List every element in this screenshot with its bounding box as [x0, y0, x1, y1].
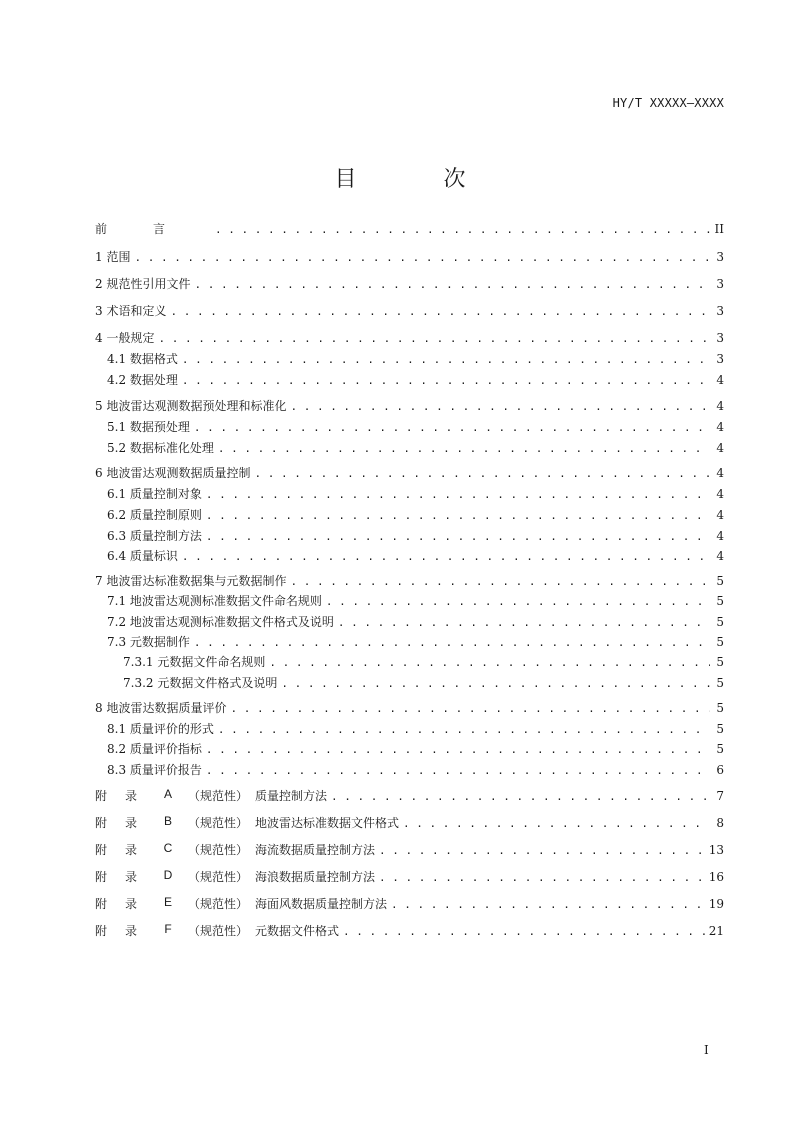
appendix-heading	[95, 841, 375, 858]
toc-page-number: 4	[716, 466, 724, 480]
toc-page-number: 5	[716, 742, 724, 756]
toc-entry-label: 6.4 质量标识	[107, 549, 178, 563]
toc-page-number: 5	[716, 574, 724, 588]
appendix-letter: C	[163, 841, 173, 855]
appendix-heading	[95, 895, 387, 912]
toc-entry[interactable]	[95, 699, 724, 719]
toc-entry-label: 6.3 质量控制方法	[107, 529, 202, 543]
toc-entry-label: 8.2 质量评价指标	[107, 742, 202, 756]
dot-leader	[206, 743, 710, 756]
appendix-name: 海流数据质量控制方法	[255, 843, 376, 857]
toc-entry-label: 6.2 质量控制原则	[107, 508, 202, 522]
appendix-prefix: 附	[95, 789, 108, 803]
dot-leader	[206, 764, 710, 777]
toc-entry[interactable]	[95, 464, 724, 484]
toc-page-number: 5	[716, 615, 724, 629]
toc-page-number: 3	[716, 250, 724, 264]
toc-entry[interactable]	[107, 592, 724, 612]
appendix-normative-note: （规范性）	[187, 924, 248, 938]
toc-page-number: 5	[716, 635, 724, 649]
toc-entry[interactable]	[95, 397, 724, 417]
toc-entry-label: 7.3 元数据制作	[107, 635, 190, 649]
toc-entry-label	[95, 868, 375, 885]
dot-leader	[134, 251, 710, 264]
appendix-name: 质量控制方法	[255, 789, 328, 803]
toc-entry-label	[95, 814, 399, 831]
dot-leader	[182, 374, 710, 387]
appendix-prefix-2: 录	[125, 843, 138, 857]
appendix-heading	[95, 787, 327, 804]
appendix-name: 地波雷达标准数据文件格式	[255, 816, 400, 830]
toc-page-number: 3	[716, 304, 724, 318]
toc-appendix-entry[interactable]	[95, 814, 724, 834]
dot-leader	[218, 723, 710, 736]
dot-leader	[254, 467, 710, 480]
appendix-heading	[95, 814, 399, 831]
dot-leader	[290, 575, 710, 588]
toc-entry-label: 6.1 质量控制对象	[107, 487, 202, 501]
appendix-prefix-2: 录	[125, 870, 138, 884]
dot-leader	[338, 616, 710, 629]
toc-entry-label: 8.1 质量评价的形式	[107, 722, 214, 736]
toc-entry-label: 8.3 质量评价报告	[107, 763, 202, 777]
appendix-normative-note: （规范性）	[187, 789, 248, 803]
dot-leader	[194, 421, 710, 434]
toc-entry[interactable]	[123, 674, 724, 694]
dot-leader	[230, 702, 710, 715]
toc-page-number: 4	[716, 441, 724, 455]
appendix-heading	[95, 868, 375, 885]
appendix-prefix: 附	[95, 924, 108, 938]
toc-entry-label: 6 地波雷达观测数据质量控制	[95, 466, 251, 480]
toc-entry-label: 前言	[95, 222, 212, 236]
toc-entry-label: 4 一般规定	[95, 331, 155, 345]
toc-entry-label: 7.3.1 元数据文件命名规则	[123, 655, 266, 669]
toc-entry[interactable]	[107, 761, 724, 781]
appendix-normative-note: （规范性）	[187, 870, 248, 884]
toc-entry[interactable]	[107, 439, 724, 459]
toc-entry[interactable]	[107, 547, 724, 567]
appendix-prefix: 附	[95, 816, 108, 830]
toc-entry[interactable]	[107, 506, 724, 526]
dot-leader	[326, 595, 710, 608]
dot-leader	[331, 790, 710, 803]
toc-page-number: 3	[716, 352, 724, 366]
dot-leader	[194, 278, 710, 291]
toc-page-number: 4	[716, 549, 724, 563]
toc-page-number: 5	[716, 701, 724, 715]
toc-entry[interactable]	[107, 527, 724, 547]
toc-page-number: 4	[716, 487, 724, 501]
toc-entry[interactable]	[107, 371, 724, 391]
toc-page-number: 3	[716, 277, 724, 291]
toc-appendix-entry[interactable]	[95, 922, 724, 942]
toc-entry-label: 8 地波雷达数据质量评价	[95, 701, 227, 715]
appendix-normative-note: （规范性）	[187, 897, 248, 911]
dot-leader	[215, 223, 710, 236]
appendix-prefix: 附	[95, 843, 108, 857]
appendix-prefix-2: 录	[125, 924, 138, 938]
appendix-name: 海面风数据质量控制方法	[255, 897, 388, 911]
dot-leader	[379, 871, 705, 884]
toc-page-number: 7	[716, 789, 724, 803]
dot-leader	[218, 442, 710, 455]
toc-appendix-entry[interactable]	[95, 868, 724, 888]
toc-appendix-entry[interactable]	[95, 787, 724, 807]
toc-entry[interactable]	[107, 350, 724, 370]
dot-leader	[343, 925, 705, 938]
appendix-normative-note: （规范性）	[187, 843, 248, 857]
toc-page-number: II	[714, 222, 724, 236]
toc-entry[interactable]	[107, 613, 724, 633]
dot-leader	[281, 677, 710, 690]
toc-page-number: 5	[716, 676, 724, 690]
appendix-letter: F	[164, 922, 172, 936]
appendix-name: 海浪数据质量控制方法	[255, 870, 376, 884]
dot-leader	[206, 509, 710, 522]
toc-page-number: 6	[716, 763, 724, 777]
toc-entry-label: 4.1 数据格式	[107, 352, 178, 366]
dot-leader	[379, 844, 705, 857]
toc-entry-label: 7.2 地波雷达观测标准数据文件格式及说明	[107, 615, 334, 629]
page-number: I	[704, 1043, 709, 1057]
dot-leader	[403, 817, 710, 830]
appendix-prefix: 附	[95, 897, 108, 911]
toc-entry-label: 1 范围	[95, 250, 131, 264]
toc-entry[interactable]	[95, 220, 724, 240]
appendix-name: 元数据文件格式	[255, 924, 340, 938]
toc-entry-label	[95, 841, 375, 858]
standard-code: HY/T XXXXX—XXXX	[612, 96, 724, 110]
toc-page-number: 21	[708, 924, 724, 938]
toc-entry[interactable]	[95, 329, 724, 349]
appendix-letter: D	[163, 868, 173, 882]
toc-page-number: 4	[716, 529, 724, 543]
toc-entry-label: 7.1 地波雷达观测标准数据文件命名规则	[107, 594, 322, 608]
appendix-prefix-2: 录	[125, 816, 138, 830]
toc-entry[interactable]	[107, 418, 724, 438]
toc-entry-label: 5.1 数据预处理	[107, 420, 190, 434]
toc-entry[interactable]	[123, 653, 724, 673]
appendix-letter: A	[163, 787, 172, 801]
toc-page-number: 16	[708, 870, 724, 884]
toc-page-number: 4	[716, 399, 724, 413]
appendix-letter: B	[163, 814, 172, 828]
toc-entry-label: 5 地波雷达观测数据预处理和标准化	[95, 399, 287, 413]
toc-title: 目 次	[334, 167, 506, 192]
dot-leader	[269, 656, 710, 669]
dot-leader	[170, 305, 710, 318]
toc-entry-label: 5.2 数据标准化处理	[107, 441, 214, 455]
dot-leader	[158, 332, 710, 345]
toc-entry-label: 7 地波雷达标准数据集与元数据制作	[95, 574, 287, 588]
toc-entry-label: 3 术语和定义	[95, 304, 167, 318]
toc-page-number: 5	[716, 655, 724, 669]
dot-leader	[194, 636, 710, 649]
toc-entry[interactable]	[95, 302, 724, 322]
toc-page-number: 4	[716, 420, 724, 434]
toc-page-number: 13	[708, 843, 724, 857]
toc-entry-label	[95, 787, 327, 804]
toc-entry-label	[95, 922, 339, 939]
toc-entry[interactable]	[107, 633, 724, 653]
toc-page-number: 5	[716, 594, 724, 608]
dot-leader	[206, 488, 710, 501]
toc-page-number: 19	[708, 897, 724, 911]
toc-entry[interactable]	[95, 248, 724, 268]
toc-page-number: 3	[716, 331, 724, 345]
toc-entry-label: 2 规范性引用文件	[95, 277, 191, 291]
toc-entry[interactable]	[95, 572, 724, 592]
toc-page-number: 5	[716, 722, 724, 736]
toc-entry[interactable]	[107, 740, 724, 760]
dot-leader	[391, 898, 705, 911]
toc-page-number: 4	[716, 508, 724, 522]
appendix-normative-note: （规范性）	[187, 816, 248, 830]
toc-entry-label	[95, 895, 387, 912]
toc-appendix-entry[interactable]	[95, 895, 724, 915]
dot-leader	[182, 550, 710, 563]
appendix-heading	[95, 922, 339, 939]
dot-leader	[290, 400, 710, 413]
toc-page-number: 4	[716, 373, 724, 387]
toc-entry-label: 4.2 数据处理	[107, 373, 178, 387]
toc-entry[interactable]	[107, 720, 724, 740]
toc-appendix-entry[interactable]	[95, 841, 724, 861]
dot-leader	[206, 530, 710, 543]
toc-page-number: 8	[716, 816, 724, 830]
toc-entry-label: 7.3.2 元数据文件格式及说明	[123, 676, 278, 690]
toc-entry[interactable]	[107, 485, 724, 505]
appendix-prefix-2: 录	[125, 897, 138, 911]
appendix-prefix: 附	[95, 870, 108, 884]
toc-entry[interactable]	[95, 275, 724, 295]
appendix-letter: E	[163, 895, 172, 909]
appendix-prefix-2: 录	[125, 789, 138, 803]
dot-leader	[182, 353, 710, 366]
